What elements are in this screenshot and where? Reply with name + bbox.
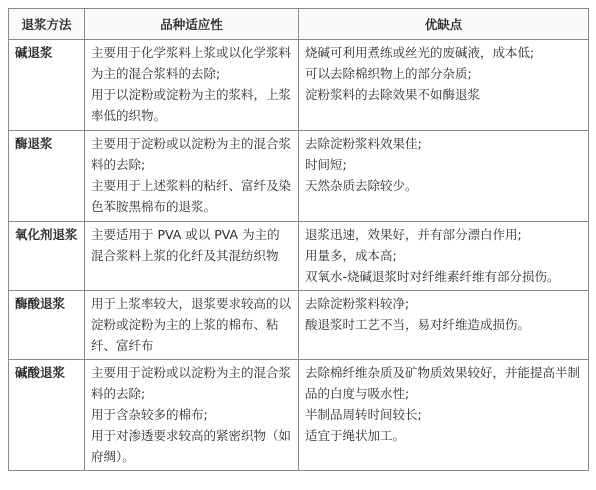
pros-cons-line: 半制品周转时间较长;: [305, 407, 422, 422]
suitability-line: 主要适用于 PVA 或以 PVA 为主的混合浆料上浆的化纤及其混纺织物: [91, 227, 280, 263]
method-cell: 碱退浆: [9, 40, 85, 131]
suitability-line: 用于对渗透要求较高的紧密织物（如府绸）。: [91, 428, 292, 464]
suitability-cell: [85, 291, 299, 360]
suitability-cell: [85, 40, 299, 131]
pros-cons-line: 适宜于绳状加工。: [305, 428, 406, 443]
suitability-line: 主要用于上述浆料的粘纤、富纤及染色苯胺黑棉布的退浆。: [91, 178, 292, 214]
suitability-line: 用于含杂较多的棉布;: [91, 407, 208, 422]
header-suitability: 品种适应性: [85, 9, 299, 40]
suitability-cell: [85, 131, 299, 222]
header-pros-cons: 优缺点: [299, 9, 589, 40]
pros-cons-line: 双氧水-烧碱退浆时对纤维素纤维有部分损伤。: [305, 269, 560, 284]
pros-cons-line: 去除淀粉浆料效果佳;: [305, 136, 422, 151]
pros-cons-line: 用量多，成本高;: [305, 248, 397, 263]
suitability-line: 用于以淀粉或淀粉为主的浆料，上浆率低的织物。: [91, 87, 292, 123]
suitability-cell: [85, 222, 299, 291]
table-row: [9, 40, 589, 131]
pros-cons-line: 淀粉浆料的去除效果不如酶退浆: [305, 87, 481, 102]
pros-cons-line: 去除淀粉浆料较净;: [305, 296, 410, 311]
pros-cons-cell: [299, 131, 589, 222]
table-row: [9, 360, 589, 471]
table-row: [9, 291, 589, 360]
table-row: [9, 131, 589, 222]
method-cell: 碱酸退浆: [9, 360, 85, 471]
table-header-row: [9, 9, 589, 40]
pros-cons-line: 烧碱可利用煮练或丝光的废碱液，成本低;: [305, 45, 535, 60]
method-cell: 氧化剂退浆: [9, 222, 85, 291]
pros-cons-cell: [299, 40, 589, 131]
pros-cons-line: 去除棉纤维杂质及矿物质效果较好，并能提高半制品的白度与吸水性;: [305, 365, 581, 401]
suitability-cell: [85, 360, 299, 471]
pros-cons-cell: [299, 291, 589, 360]
table-row: [9, 222, 589, 291]
table-container: [8, 8, 588, 471]
header-method: 退浆方法: [9, 9, 85, 40]
pros-cons-cell: [299, 222, 589, 291]
pros-cons-line: 可以去除棉织物上的部分杂质;: [305, 66, 472, 81]
suitability-line: 主要用于淀粉或以淀粉为主的混合浆料的去除;: [91, 365, 292, 401]
desizing-methods-table: [8, 8, 589, 471]
pros-cons-line: 天然杂质去除较少。: [305, 178, 418, 193]
suitability-line: 用于上浆率较大，退浆要求较高的以淀粉或淀粉为主的上浆的棉布、粘纤、富纤布: [91, 296, 292, 353]
method-cell: 酶酸退浆: [9, 291, 85, 360]
pros-cons-cell: [299, 360, 589, 471]
suitability-line: 主要用于淀粉或以淀粉为主的混合浆料的去除;: [91, 136, 292, 172]
pros-cons-line: 时间短;: [305, 157, 347, 172]
suitability-line: 主要用于化学浆料上浆或以化学浆料为主的混合浆料的去除;: [91, 45, 292, 81]
method-cell: 酶退浆: [9, 131, 85, 222]
pros-cons-line: 退浆迅速，效果好，并有部分漂白作用;: [305, 227, 522, 242]
pros-cons-line: 酸退浆时工艺不当，易对纤维造成损伤。: [305, 317, 531, 332]
